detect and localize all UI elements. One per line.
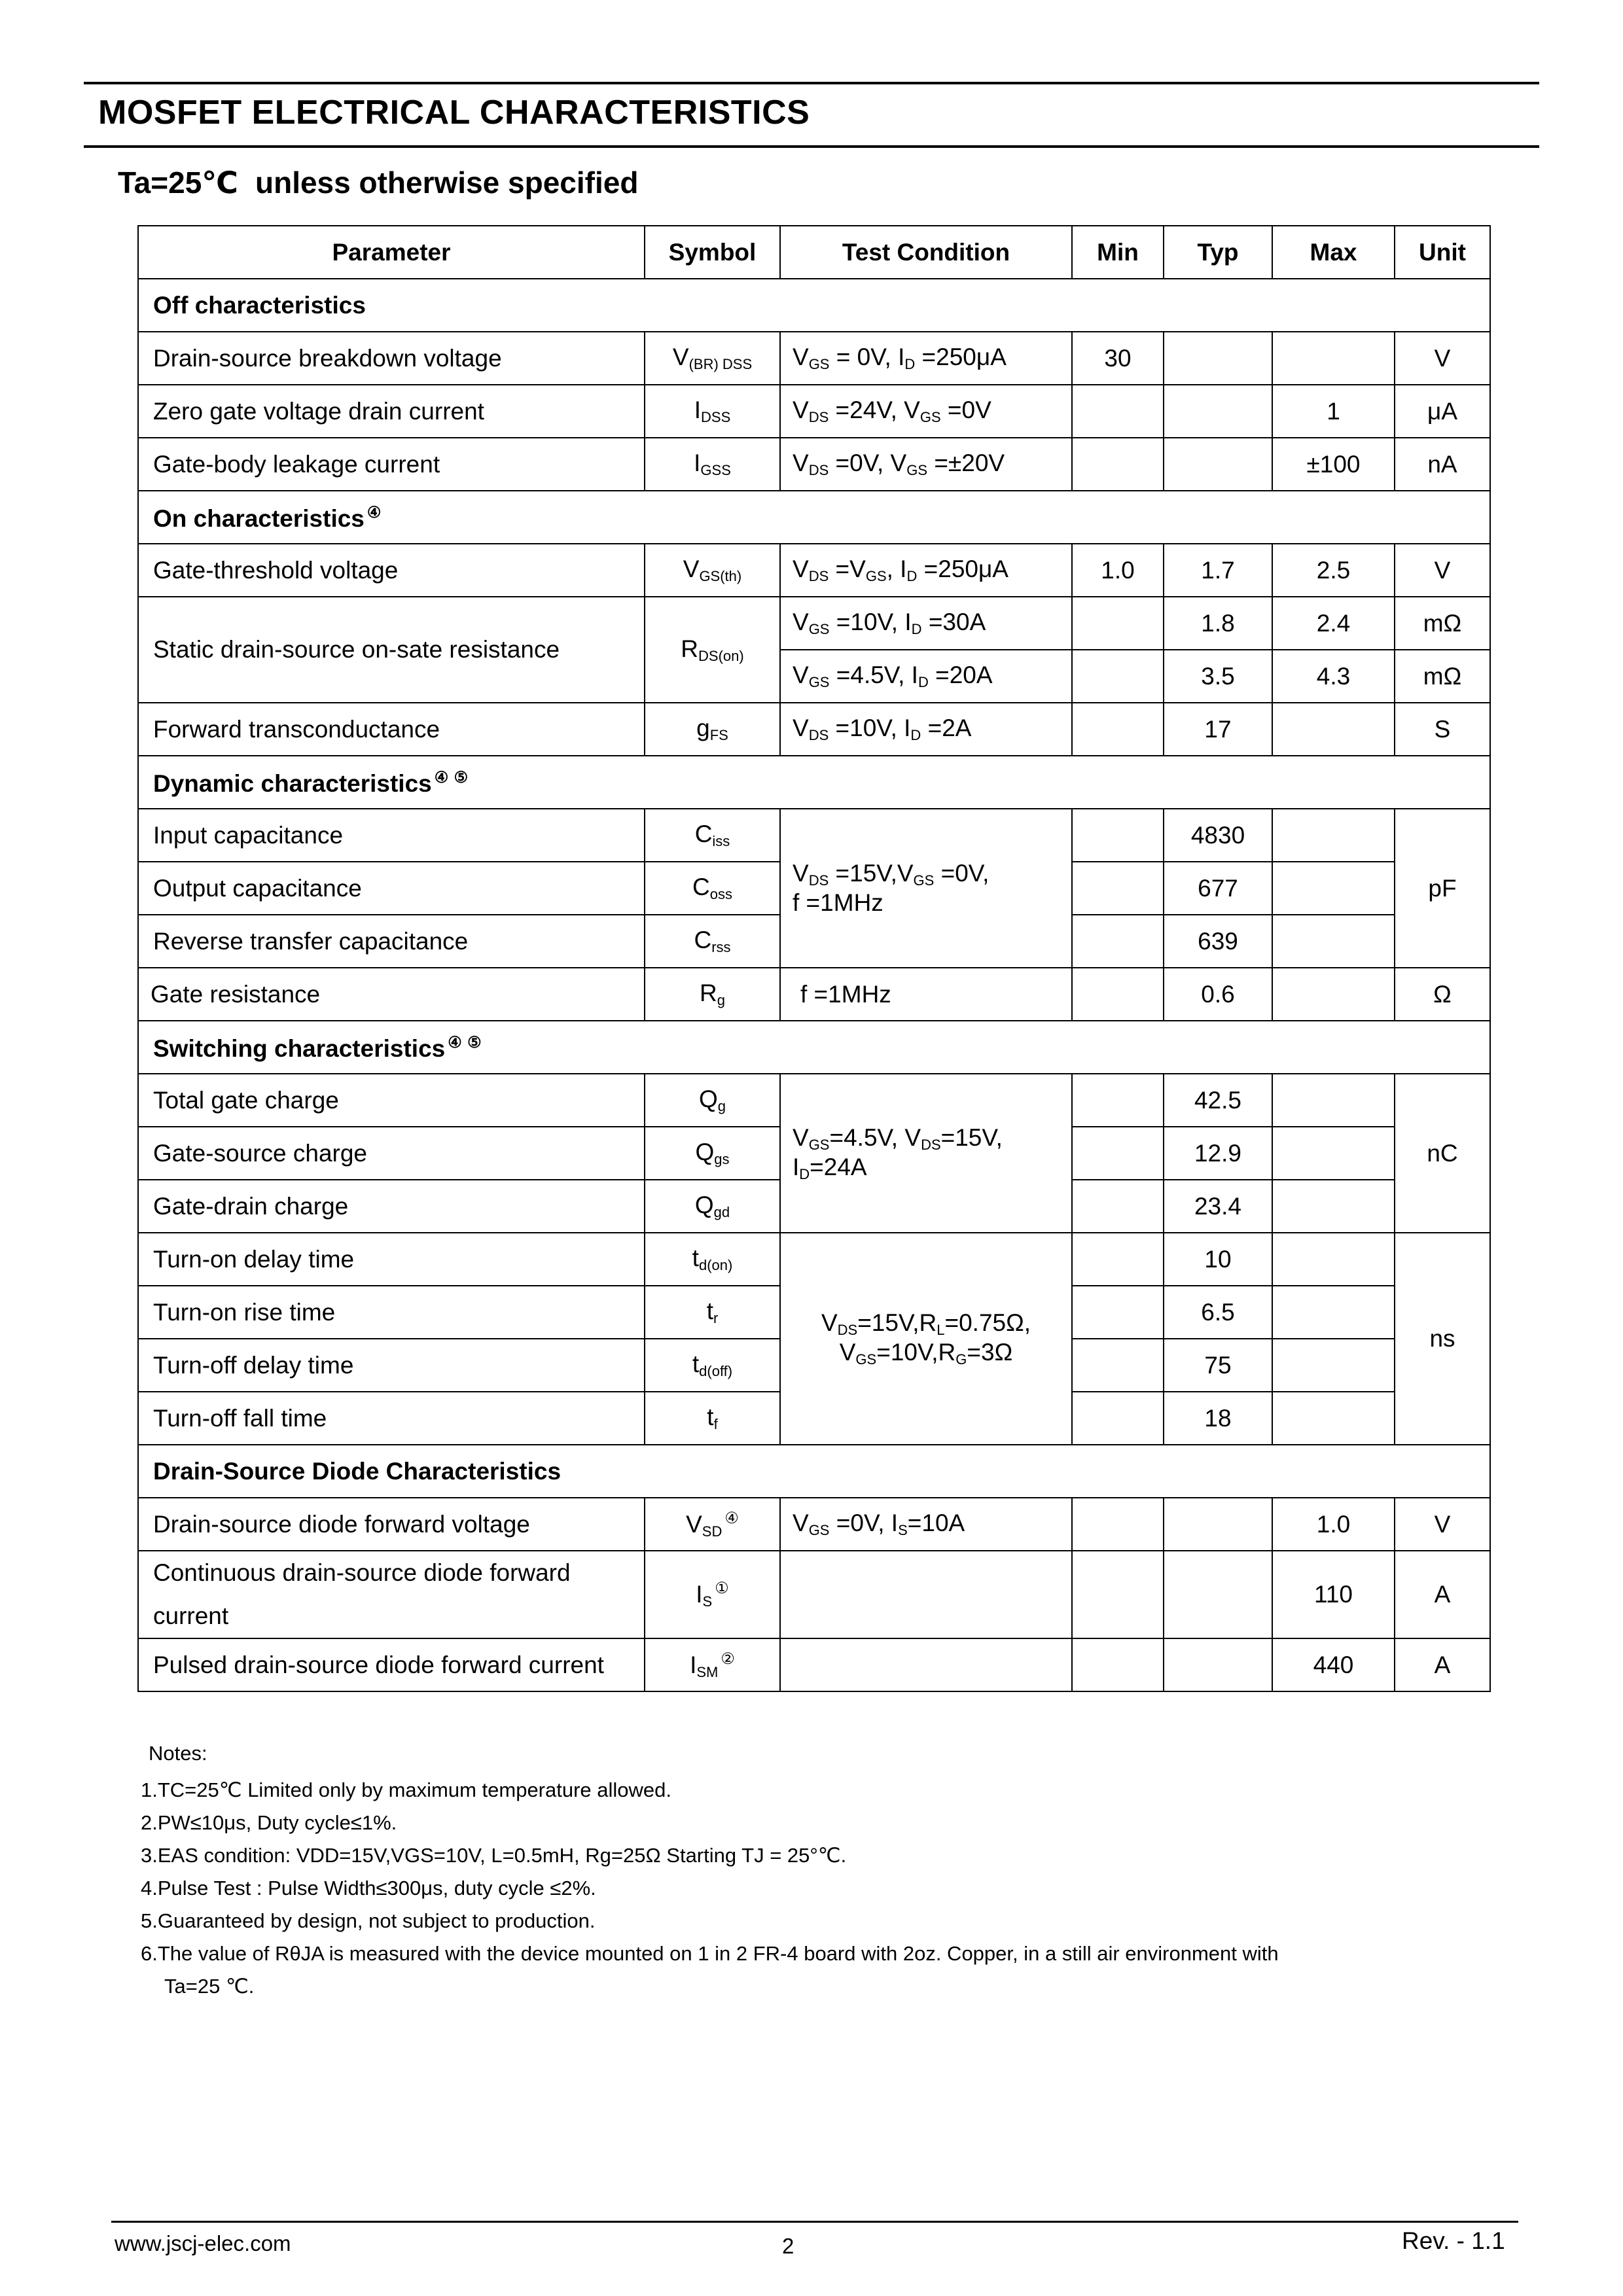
cond-rg: f =1MHz (780, 968, 1072, 1021)
min-qgs (1072, 1127, 1164, 1180)
cond-gfs: $V_{DS} =10V$, $I_D =2A$ (780, 703, 1072, 756)
param-idss: Zero gate voltage drain current (138, 385, 645, 438)
cond-rds-1: $V_{GS} =10V$, $I_D =30A$ (780, 597, 1072, 650)
footnote-mark: ④ ⑤ (448, 1032, 482, 1051)
section-dynamic-label: Dynamic characteristics (153, 769, 432, 797)
max-qgd (1272, 1180, 1395, 1233)
note-4: 4.Pulse Test : Pulse Width≤300μs, duty cycle ≤2%. (141, 1877, 596, 1899)
max-vth: 2.5 (1272, 544, 1395, 597)
symbol-tr: $t_r$ (645, 1286, 780, 1339)
max-gfs (1272, 703, 1395, 756)
param-vsd: Drain-source diode forward voltage (138, 1498, 645, 1551)
table-row (138, 1638, 1490, 1691)
header-parameter: Parameter (138, 226, 645, 279)
header-min: Min (1072, 226, 1164, 279)
title-underline (84, 145, 1539, 148)
typ-idss (1164, 385, 1272, 438)
param-tf: Turn-off fall time (138, 1392, 645, 1445)
unit-rds-1: mΩ (1395, 597, 1490, 650)
param-tdon: Turn-on delay time (138, 1233, 645, 1286)
max-tdon (1272, 1233, 1395, 1286)
cond-switching: $V_{DS}=15V,R_L=0.75\Omega$, $V_{GS}=10V,R_G=3\Omega$ (780, 1233, 1072, 1445)
min-coss (1072, 862, 1164, 915)
typ-gfs: 17 (1164, 703, 1272, 756)
cond-vth: $V_{DS} =V_{GS}$, $I_D =250\mu A$ (780, 544, 1072, 597)
footer-rule (111, 2221, 1518, 2223)
param-tr: Turn-on rise time (138, 1286, 645, 1339)
revision-label: Rev. - 1.1 (1402, 2227, 1505, 2254)
symbol-tdoff: $t_{d(off)}$ (645, 1339, 780, 1392)
table-header-row (138, 226, 1490, 279)
section-switching (138, 1021, 1490, 1074)
min-qgd (1072, 1180, 1164, 1233)
max-rds-1: 2.4 (1272, 597, 1395, 650)
section-row (138, 1021, 1490, 1074)
param-gfs: Forward transconductance (138, 703, 645, 756)
section-dynamic (138, 756, 1490, 809)
section-row (138, 279, 1490, 332)
max-vsd: 1.0 (1272, 1498, 1395, 1551)
typ-vth: 1.7 (1164, 544, 1272, 597)
typ-igss (1164, 438, 1272, 491)
typ-tr: 6.5 (1164, 1286, 1272, 1339)
param-rds: Static drain-source on-sate resistance (138, 597, 645, 703)
cond-rds-2: $V_{GS} =4.5V$, $I_D =20A$ (780, 650, 1072, 703)
symbol-idss: $I_{DSS}$ (645, 385, 780, 438)
max-tf (1272, 1392, 1395, 1445)
unit-ism: A (1395, 1638, 1490, 1691)
ambient-temp-condition: Ta=25℃ (118, 166, 238, 200)
symbol-ism: $I_{SM}^②$ (645, 1638, 780, 1691)
param-bvdss: Drain-source breakdown voltage (138, 332, 645, 385)
cond-capacitance: $V_{DS} =15V,V_{GS} =0V$, f =1MHz (780, 809, 1072, 968)
symbol-rds: $R_{DS(on)}$ (645, 597, 780, 703)
unit-capacitance: pF (1395, 809, 1490, 968)
param-qg: Total gate charge (138, 1074, 645, 1127)
typ-tf: 18 (1164, 1392, 1272, 1445)
cond-vsd: $V_{GS} =0V$, $I_S=10A$ (780, 1498, 1072, 1551)
min-vsd (1072, 1498, 1164, 1551)
footnote-mark: ④ (366, 502, 382, 521)
unit-rds-2: mΩ (1395, 650, 1490, 703)
unit-igss: nA (1395, 438, 1490, 491)
min-crss (1072, 915, 1164, 968)
unit-bvdss: V (1395, 332, 1490, 385)
max-bvdss (1272, 332, 1395, 385)
symbol-vsd: $V_{SD}^④$ (645, 1498, 780, 1551)
min-is (1072, 1551, 1164, 1638)
header-test-condition: Test Condition (780, 226, 1072, 279)
cond-idss: $V_{DS} =24V$, $V_{GS} =0V$ (780, 385, 1072, 438)
max-idss: 1 (1272, 385, 1395, 438)
table-row (138, 597, 1490, 650)
symbol-bvdss: $V_{(BR) DSS}$ (645, 332, 780, 385)
min-rg (1072, 968, 1164, 1021)
symbol-gfs: $g_{FS}$ (645, 703, 780, 756)
typ-tdoff: 75 (1164, 1339, 1272, 1392)
note-3: 3.EAS condition: VDD=15V,VGS=10V, L=0.5mH, Rg=25Ω Starting TJ = 25°℃. (141, 1844, 847, 1867)
table-row (138, 1551, 1490, 1638)
max-tdoff (1272, 1339, 1395, 1392)
table-row (138, 968, 1490, 1021)
footnote-mark: ④ (724, 1508, 739, 1527)
param-is: Continuous drain-source diode forward current (138, 1551, 645, 1638)
symbol-vth: $V_{GS(th)}$ (645, 544, 780, 597)
min-tdon (1072, 1233, 1164, 1286)
symbol-crss: $C_{rss}$ (645, 915, 780, 968)
cond-gate-charge: $V_{GS}=4.5V$, $V_{DS}=15V$, $I_D=24A$ (780, 1074, 1072, 1233)
header-symbol: Symbol (645, 226, 780, 279)
typ-qgs: 12.9 (1164, 1127, 1272, 1180)
unit-rg: Ω (1395, 968, 1490, 1021)
cond-is (780, 1551, 1072, 1638)
section-row (138, 1445, 1490, 1498)
symbol-qg: $Q_g$ (645, 1074, 780, 1127)
min-tr (1072, 1286, 1164, 1339)
param-coss: Output capacitance (138, 862, 645, 915)
max-ciss (1272, 809, 1395, 862)
conditions-subtitle (118, 165, 638, 200)
min-rds-1 (1072, 597, 1164, 650)
symbol-tdon: $t_{d(on)}$ (645, 1233, 780, 1286)
section-on (138, 491, 1490, 544)
typ-ciss: 4830 (1164, 809, 1272, 862)
typ-rg: 0.6 (1164, 968, 1272, 1021)
cond-ism (780, 1638, 1072, 1691)
min-vth: 1.0 (1072, 544, 1164, 597)
footnote-mark: ② (721, 1649, 735, 1668)
typ-rds-1: 1.8 (1164, 597, 1272, 650)
header-unit: Unit (1395, 226, 1490, 279)
notes-title: Notes: (149, 1742, 207, 1765)
note-5: 5.Guaranteed by design, not subject to production. (141, 1909, 596, 1932)
param-qgs: Gate-source charge (138, 1127, 645, 1180)
typ-coss: 677 (1164, 862, 1272, 915)
table-row (138, 703, 1490, 756)
symbol-is: $I_S^①$ (645, 1551, 780, 1638)
cond-igss: $V_{DS} =0V$, $V_{GS} =\pm 20V$ (780, 438, 1072, 491)
table-row (138, 809, 1490, 862)
max-tr (1272, 1286, 1395, 1339)
table-row (138, 1498, 1490, 1551)
symbol-rg: $R_g$ (645, 968, 780, 1021)
typ-qgd: 23.4 (1164, 1180, 1272, 1233)
notes-section (141, 1737, 1279, 2003)
max-qgs (1272, 1127, 1395, 1180)
max-ism: 440 (1272, 1638, 1395, 1691)
max-igss: ±100 (1272, 438, 1395, 491)
symbol-tf: $t_f$ (645, 1392, 780, 1445)
param-ciss: Input capacitance (138, 809, 645, 862)
max-qg (1272, 1074, 1395, 1127)
footnote-mark: ④ ⑤ (434, 767, 469, 786)
min-idss (1072, 385, 1164, 438)
unit-is: A (1395, 1551, 1490, 1638)
param-qgd: Gate-drain charge (138, 1180, 645, 1233)
typ-rds-2: 3.5 (1164, 650, 1272, 703)
page-title: MOSFET ELECTRICAL CHARACTERISTICS (98, 94, 810, 132)
min-tdoff (1072, 1339, 1164, 1392)
table-row (138, 438, 1490, 491)
note-1: 1.TC=25℃ Limited only by maximum temperature allowed. (141, 1778, 672, 1801)
max-rg (1272, 968, 1395, 1021)
top-rule (84, 82, 1539, 84)
cond-bvdss: $V_{GS} = 0V$, $I_D =250\mu A$ (780, 332, 1072, 385)
unit-switching: ns (1395, 1233, 1490, 1445)
section-row (138, 491, 1490, 544)
electrical-characteristics-table (137, 225, 1491, 1692)
unit-idss: μA (1395, 385, 1490, 438)
typ-crss: 639 (1164, 915, 1272, 968)
param-crss: Reverse transfer capacitance (138, 915, 645, 968)
note-6-continued: Ta=25 ℃. (164, 1975, 255, 1998)
typ-bvdss (1164, 332, 1272, 385)
table-row (138, 385, 1490, 438)
symbol-ciss: $C_{iss}$ (645, 809, 780, 862)
min-rds-2 (1072, 650, 1164, 703)
param-ism: Pulsed drain-source diode forward current (138, 1638, 645, 1691)
table-row (138, 1233, 1490, 1286)
min-qg (1072, 1074, 1164, 1127)
typ-ism (1164, 1638, 1272, 1691)
header-typ: Typ (1164, 226, 1272, 279)
max-rds-2: 4.3 (1272, 650, 1395, 703)
note-2: 2.PW≤10μs, Duty cycle≤1%. (141, 1811, 397, 1834)
param-vth: Gate-threshold voltage (138, 544, 645, 597)
section-diode: Drain-Source Diode Characteristics (138, 1445, 1490, 1498)
footnote-mark: ① (715, 1579, 729, 1597)
min-tf (1072, 1392, 1164, 1445)
unit-gfs: S (1395, 703, 1490, 756)
table-row (138, 544, 1490, 597)
max-crss (1272, 915, 1395, 968)
typ-is (1164, 1551, 1272, 1638)
section-switching-label: Switching characteristics (153, 1034, 446, 1062)
min-ciss (1072, 809, 1164, 862)
unit-vth: V (1395, 544, 1490, 597)
footer-website-link[interactable]: www.jscj-elec.com (115, 2231, 291, 2255)
subtitle-text: unless otherwise specified (255, 166, 639, 200)
symbol-igss: $I_{GSS}$ (645, 438, 780, 491)
table-row (138, 1074, 1490, 1127)
table-row (138, 332, 1490, 385)
unit-gate-charge: nC (1395, 1074, 1490, 1233)
unit-vsd: V (1395, 1498, 1490, 1551)
min-gfs (1072, 703, 1164, 756)
min-igss (1072, 438, 1164, 491)
min-ism (1072, 1638, 1164, 1691)
param-rg: Gate resistance (138, 968, 645, 1021)
note-6: 6.The value of RθJA is measured with the device mounted on 1 in 2 FR-4 board with 2oz. Copper, in a still air environment with (141, 1942, 1279, 1965)
page-number: 2 (782, 2234, 794, 2258)
section-off: Off characteristics (138, 279, 1490, 332)
symbol-qgs: $Q_{gs}$ (645, 1127, 780, 1180)
typ-qg: 42.5 (1164, 1074, 1272, 1127)
max-coss (1272, 862, 1395, 915)
section-row (138, 756, 1490, 809)
param-igss: Gate-body leakage current (138, 438, 645, 491)
param-tdoff: Turn-off delay time (138, 1339, 645, 1392)
section-on-label: On characteristics (153, 504, 365, 532)
symbol-qgd: $Q_{gd}$ (645, 1180, 780, 1233)
typ-vsd (1164, 1498, 1272, 1551)
header-max: Max (1272, 226, 1395, 279)
symbol-coss: $C_{oss}$ (645, 862, 780, 915)
typ-tdon: 10 (1164, 1233, 1272, 1286)
min-bvdss: 30 (1072, 332, 1164, 385)
max-is: 110 (1272, 1551, 1395, 1638)
